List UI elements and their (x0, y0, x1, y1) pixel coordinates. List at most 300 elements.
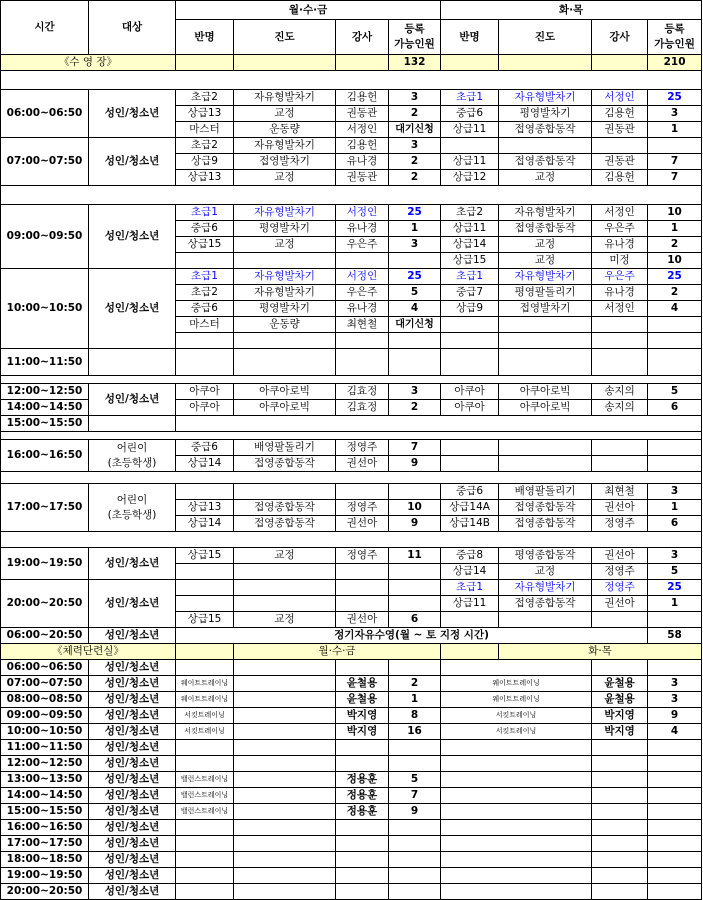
time-slot: 06:00~06:50 (1, 660, 89, 676)
cell-teacher-mwf: 유나경 (336, 301, 389, 317)
cell-capacity-mwf (389, 564, 441, 580)
time-slot: 13:00~13:50 (1, 772, 89, 788)
time-slot: 17:00~17:50 (1, 484, 89, 532)
time-slot: 07:00~07:50 (1, 138, 89, 186)
cell-capacity-tt: 3 (648, 484, 702, 500)
cell-capacity-mwf (389, 253, 441, 269)
gym-teacher-mwf: 정용훈 (336, 804, 389, 820)
cell-teacher-mwf: 서정인 (336, 269, 389, 285)
cell-capacity-mwf: 2 (389, 170, 441, 186)
target: 성인/청소년 (89, 852, 176, 868)
gym-class-mwf (176, 660, 234, 676)
time-slot: 16:00~16:50 (1, 820, 89, 836)
cell-capacity-tt: 3 (648, 106, 702, 122)
cell-class-tt: 중급6 (441, 106, 499, 122)
cell-class-tt: 상급9 (441, 301, 499, 317)
cell-teacher-tt: 김용헌 (592, 170, 648, 186)
gym-capacity-tt (648, 772, 702, 788)
cell-teacher-mwf (336, 484, 389, 500)
header-mwf: 월·수·금 (176, 1, 441, 20)
time-slot: 06:00~06:50 (1, 90, 89, 138)
cell-progress-tt: 접영종합동작 (499, 516, 592, 532)
cell-class-tt (441, 440, 499, 456)
target: 성인/청소년 (89, 384, 176, 416)
cell-class-mwf: 상급14 (176, 516, 234, 532)
cell-capacity-tt: 7 (648, 154, 702, 170)
cell-capacity-tt: 2 (648, 237, 702, 253)
gym-capacity-tt: 3 (648, 676, 702, 692)
header-class-tt: 반명 (441, 20, 499, 55)
target: 성인/청소년 (89, 740, 176, 756)
cell-class-tt: 상급14 (441, 237, 499, 253)
cell-progress-mwf: 자유형발차기 (234, 138, 336, 154)
cell-capacity-tt: 10 (648, 205, 702, 221)
cell-progress-mwf: 교정 (234, 170, 336, 186)
cell-teacher-tt: 서정인 (592, 301, 648, 317)
gym-class-mwf: 서킷트레이닝 (176, 708, 234, 724)
cell-teacher-tt: 유나경 (592, 237, 648, 253)
time-slot: 11:00~11:50 (1, 740, 89, 756)
cell-class-mwf: 상급13 (176, 170, 234, 186)
cell-capacity-mwf: 25 (389, 205, 441, 221)
cell-progress-tt (499, 317, 592, 333)
cell-teacher-tt: 정영주 (592, 516, 648, 532)
cell-capacity-mwf (389, 580, 441, 596)
cell-class-mwf: 초급2 (176, 285, 234, 301)
cell-teacher-tt (592, 612, 648, 628)
cell-class-mwf: 상급15 (176, 612, 234, 628)
gym-teacher-tt (592, 788, 648, 804)
cell-teacher-mwf: 서정인 (336, 205, 389, 221)
cell-capacity-tt: 1 (648, 122, 702, 138)
target: 성인/청소년 (89, 788, 176, 804)
gym-class-tt: 서킷트레이닝 (441, 708, 592, 724)
gym-teacher-tt: 박지영 (592, 724, 648, 740)
gym-section-label: 《체력단련실》 (1, 644, 176, 660)
cell-capacity-mwf: 3 (389, 384, 441, 400)
cell-progress-tt (499, 138, 592, 154)
cell-class-tt: 초급1 (441, 580, 499, 596)
cell-progress-mwf (234, 564, 336, 580)
time-slot: 20:00~20:50 (1, 884, 89, 900)
cell-capacity-tt: 25 (648, 580, 702, 596)
time-slot: 19:00~19:50 (1, 868, 89, 884)
cell-class-tt (441, 317, 499, 333)
time-slot: 17:00~17:50 (1, 836, 89, 852)
time-slot: 20:00~20:50 (1, 580, 89, 628)
cell-teacher-tt: 정영주 (592, 564, 648, 580)
gym-tt: 화·목 (499, 644, 702, 660)
cell-class-mwf (176, 564, 234, 580)
gym-teacher-tt (592, 660, 648, 676)
cell-teacher-tt: 권선아 (592, 548, 648, 564)
time-slot: 09:00~09:50 (1, 708, 89, 724)
cell-class-tt: 아쿠아 (441, 384, 499, 400)
gym-capacity-mwf: 9 (389, 804, 441, 820)
cell-class-tt: 중급6 (441, 484, 499, 500)
cell-progress-mwf (234, 253, 336, 269)
cell-progress-tt: 자유형발차기 (499, 205, 592, 221)
pool-section-label: 《수 영 장》 (1, 55, 176, 71)
cell-capacity-tt: 25 (648, 269, 702, 285)
cell-teacher-mwf: 권동관 (336, 106, 389, 122)
cell-teacher-mwf (336, 253, 389, 269)
target: 성인/청소년 (89, 676, 176, 692)
gym-class-mwf: 웨이트트레이닝 (176, 692, 234, 708)
cell-progress-tt: 접영종합동작 (499, 500, 592, 516)
cell-teacher-mwf: 유나경 (336, 221, 389, 237)
cell-teacher-mwf: 유나경 (336, 154, 389, 170)
cell-teacher-mwf: 우은주 (336, 237, 389, 253)
free-swim-capacity: 58 (648, 628, 702, 644)
cell-teacher-mwf: 정영주 (336, 440, 389, 456)
cell-class-tt: 상급14 (441, 564, 499, 580)
cell-progress-mwf: 접영종합동작 (234, 516, 336, 532)
cell-teacher-mwf: 권선아 (336, 456, 389, 472)
target: 성인/청소년 (89, 269, 176, 349)
cell-teacher-mwf (336, 580, 389, 596)
pool-tt-total: 210 (648, 55, 702, 71)
cell-teacher-tt: 우은주 (592, 221, 648, 237)
cell-progress-mwf: 평영발차기 (234, 221, 336, 237)
cell-progress-tt: 평영발차기 (499, 106, 592, 122)
cell-capacity-mwf: 10 (389, 500, 441, 516)
gym-class-tt (441, 772, 592, 788)
target: 성인/청소년 (89, 692, 176, 708)
gym-class-mwf: 밸런스트레이닝 (176, 804, 234, 820)
time-slot: 10:00~10:50 (1, 269, 89, 349)
gym-capacity-mwf: 2 (389, 676, 441, 692)
header-capacity-tt: 등록 가능인원 (648, 20, 702, 55)
cell-progress-tt (499, 440, 592, 456)
cell-capacity-tt (648, 456, 702, 472)
time-slot: 15:00~15:50 (1, 804, 89, 820)
time-slot: 11:00~11:50 (1, 349, 89, 376)
cell-capacity-tt: 4 (648, 301, 702, 317)
cell-capacity-mwf: 2 (389, 400, 441, 416)
target: 성인/청소년 (89, 628, 176, 644)
cell-class-tt (441, 612, 499, 628)
header-target: 대상 (89, 1, 176, 55)
cell-class-mwf (176, 580, 234, 596)
cell-teacher-mwf (336, 564, 389, 580)
time-slot: 14:00~14:50 (1, 400, 89, 416)
cell-capacity-mwf: 2 (389, 154, 441, 170)
target: 어린이 (초등학생) (89, 484, 176, 532)
target: 성인/청소년 (89, 580, 176, 628)
gym-capacity-mwf: 16 (389, 724, 441, 740)
cell-capacity-mwf: 9 (389, 456, 441, 472)
gym-teacher-mwf (336, 660, 389, 676)
cell-class-mwf: 아쿠아 (176, 384, 234, 400)
gym-class-tt: 서킷트레이닝 (441, 724, 592, 740)
cell-capacity-tt (648, 138, 702, 154)
gym-capacity-mwf: 7 (389, 788, 441, 804)
cell-progress-mwf: 교정 (234, 237, 336, 253)
cell-capacity-mwf: 3 (389, 138, 441, 154)
cell-class-tt (441, 138, 499, 154)
header-teacher-mwf: 강사 (336, 20, 389, 55)
cell-class-tt: 중급8 (441, 548, 499, 564)
cell-teacher-tt: 권동관 (592, 154, 648, 170)
cell-progress-mwf: 교정 (234, 106, 336, 122)
header-tt: 화·목 (441, 1, 702, 20)
cell-capacity-mwf: 7 (389, 440, 441, 456)
cell-progress-mwf: 자유형발차기 (234, 205, 336, 221)
target: 어린이 (초등학생) (89, 440, 176, 472)
cell-teacher-tt (592, 440, 648, 456)
cell-capacity-tt: 6 (648, 516, 702, 532)
cell-progress-mwf: 운동량 (234, 317, 336, 333)
cell-teacher-mwf: 김효정 (336, 400, 389, 416)
cell-capacity-tt: 5 (648, 384, 702, 400)
time-slot: 08:00~08:50 (1, 692, 89, 708)
cell-progress-tt: 배영팔돌리기 (499, 484, 592, 500)
gym-capacity-mwf: 5 (389, 772, 441, 788)
cell-teacher-tt: 송지의 (592, 400, 648, 416)
target: 성인/청소년 (89, 868, 176, 884)
gym-teacher-mwf: 박지영 (336, 724, 389, 740)
cell-progress-mwf: 운동량 (234, 122, 336, 138)
cell-progress-tt: 접영종합동작 (499, 154, 592, 170)
cell-capacity-mwf: 9 (389, 516, 441, 532)
cell-class-mwf: 상급13 (176, 106, 234, 122)
cell-teacher-mwf: 정영주 (336, 500, 389, 516)
time-slot: 14:00~14:50 (1, 788, 89, 804)
gym-capacity-tt: 4 (648, 724, 702, 740)
target: 성인/청소년 (89, 804, 176, 820)
time-slot: 12:00~12:50 (1, 756, 89, 772)
gym-capacity-mwf: 1 (389, 692, 441, 708)
cell-progress-mwf (234, 484, 336, 500)
cell-progress-tt: 접영종합동작 (499, 122, 592, 138)
cell-teacher-mwf: 김효정 (336, 384, 389, 400)
cell-progress-tt: 자유형발차기 (499, 269, 592, 285)
target: 성인/청소년 (89, 836, 176, 852)
cell-class-mwf: 마스터 (176, 317, 234, 333)
cell-capacity-tt: 1 (648, 596, 702, 612)
time-slot: 18:00~18:50 (1, 852, 89, 868)
cell-teacher-tt: 권선아 (592, 500, 648, 516)
gym-capacity-tt (648, 804, 702, 820)
cell-teacher-mwf: 서정인 (336, 122, 389, 138)
cell-teacher-mwf: 권동관 (336, 170, 389, 186)
gym-capacity-tt (648, 788, 702, 804)
cell-class-mwf: 상급15 (176, 548, 234, 564)
cell-teacher-mwf: 우은주 (336, 285, 389, 301)
cell-capacity-tt: 2 (648, 285, 702, 301)
time-slot: 19:00~19:50 (1, 548, 89, 580)
cell-class-mwf: 상급14 (176, 456, 234, 472)
cell-capacity-mwf: 1 (389, 221, 441, 237)
cell-progress-tt: 교정 (499, 170, 592, 186)
cell-progress-mwf: 접영종합동작 (234, 456, 336, 472)
cell-teacher-tt: 서정인 (592, 205, 648, 221)
cell-class-tt: 상급14B (441, 516, 499, 532)
gym-capacity-tt: 9 (648, 708, 702, 724)
cell-teacher-tt: 김용헌 (592, 106, 648, 122)
target: 성인/청소년 (89, 884, 176, 900)
cell-progress-tt: 교정 (499, 564, 592, 580)
cell-teacher-tt: 권동관 (592, 122, 648, 138)
cell-progress-tt: 접영발차기 (499, 301, 592, 317)
cell-progress-mwf: 자유형발차기 (234, 269, 336, 285)
target: 성인/청소년 (89, 660, 176, 676)
header-progress-mwf: 진도 (234, 20, 336, 55)
cell-capacity-mwf: 대기신청 (389, 317, 441, 333)
cell-capacity-tt (648, 317, 702, 333)
cell-capacity-tt: 1 (648, 221, 702, 237)
gym-teacher-tt: 박지영 (592, 708, 648, 724)
gym-teacher-mwf: 윤철용 (336, 692, 389, 708)
cell-class-tt: 상급14A (441, 500, 499, 516)
cell-capacity-tt: 6 (648, 400, 702, 416)
gym-class-tt (441, 660, 592, 676)
cell-capacity-mwf: 대기신청 (389, 122, 441, 138)
pool-mwf-total: 132 (389, 55, 441, 71)
cell-teacher-mwf: 김용헌 (336, 138, 389, 154)
gym-teacher-tt: 윤철용 (592, 676, 648, 692)
cell-progress-tt: 교정 (499, 253, 592, 269)
cell-class-mwf: 상급15 (176, 237, 234, 253)
cell-class-tt: 상급11 (441, 221, 499, 237)
cell-teacher-tt: 최현철 (592, 484, 648, 500)
cell-class-tt: 상급11 (441, 122, 499, 138)
time-slot: 07:00~07:50 (1, 676, 89, 692)
gym-class-mwf: 웨이트트레이닝 (176, 676, 234, 692)
cell-progress-tt: 접영종합동작 (499, 596, 592, 612)
cell-teacher-mwf: 정영주 (336, 548, 389, 564)
cell-progress-tt (499, 612, 592, 628)
cell-class-mwf: 상급13 (176, 500, 234, 516)
cell-class-tt: 상급12 (441, 170, 499, 186)
cell-progress-tt: 교정 (499, 237, 592, 253)
cell-capacity-tt (648, 612, 702, 628)
free-swim-label: 정기자유수영(월 ~ 토 지정 시간) (176, 628, 648, 644)
target: 성인/청소년 (89, 548, 176, 580)
cell-capacity-mwf: 2 (389, 106, 441, 122)
cell-class-mwf: 중급6 (176, 221, 234, 237)
time-slot: 12:00~12:50 (1, 384, 89, 400)
cell-class-mwf: 초급2 (176, 138, 234, 154)
gym-teacher-mwf: 윤철용 (336, 676, 389, 692)
cell-class-mwf: 초급1 (176, 205, 234, 221)
cell-class-mwf: 중급6 (176, 440, 234, 456)
cell-capacity-mwf (389, 484, 441, 500)
cell-capacity-mwf: 6 (389, 612, 441, 628)
cell-capacity-mwf: 5 (389, 285, 441, 301)
cell-class-mwf (176, 596, 234, 612)
cell-capacity-tt: 3 (648, 548, 702, 564)
gym-teacher-mwf: 정용훈 (336, 788, 389, 804)
cell-progress-tt (499, 456, 592, 472)
cell-progress-tt: 자유형발차기 (499, 580, 592, 596)
time-slot: 09:00~09:50 (1, 205, 89, 269)
target: 성인/청소년 (89, 708, 176, 724)
time-slot: 10:00~10:50 (1, 724, 89, 740)
cell-progress-mwf: 배영팔돌리기 (234, 440, 336, 456)
cell-class-mwf: 초급2 (176, 90, 234, 106)
gym-teacher-tt (592, 772, 648, 788)
gym-capacity-mwf: 8 (389, 708, 441, 724)
cell-class-tt: 초급1 (441, 90, 499, 106)
cell-class-tt: 상급11 (441, 154, 499, 170)
cell-progress-mwf: 아쿠아로빅 (234, 384, 336, 400)
gym-class-mwf: 서킷트레이닝 (176, 724, 234, 740)
cell-teacher-tt: 유나경 (592, 285, 648, 301)
gym-capacity-mwf (389, 660, 441, 676)
cell-teacher-mwf: 권선아 (336, 516, 389, 532)
cell-capacity-mwf: 4 (389, 301, 441, 317)
target: 성인/청소년 (89, 724, 176, 740)
cell-capacity-tt: 10 (648, 253, 702, 269)
header-progress-tt: 진도 (499, 20, 592, 55)
cell-capacity-tt: 25 (648, 90, 702, 106)
cell-capacity-mwf: 3 (389, 90, 441, 106)
cell-progress-mwf: 평영발차기 (234, 301, 336, 317)
cell-class-tt: 초급1 (441, 269, 499, 285)
cell-teacher-mwf: 최현철 (336, 317, 389, 333)
cell-progress-tt: 평영종합동작 (499, 548, 592, 564)
cell-teacher-mwf: 김용헌 (336, 90, 389, 106)
cell-teacher-tt: 권선아 (592, 596, 648, 612)
cell-progress-tt: 아쿠아로빅 (499, 384, 592, 400)
cell-teacher-tt: 서정인 (592, 90, 648, 106)
cell-class-mwf: 마스터 (176, 122, 234, 138)
header-class-mwf: 반명 (176, 20, 234, 55)
gym-teacher-tt (592, 804, 648, 820)
cell-teacher-tt (592, 138, 648, 154)
cell-class-mwf: 상급9 (176, 154, 234, 170)
gym-teacher-mwf: 정용훈 (336, 772, 389, 788)
cell-progress-mwf: 자유형발차기 (234, 90, 336, 106)
cell-class-tt: 중급7 (441, 285, 499, 301)
gym-capacity-tt (648, 660, 702, 676)
cell-progress-mwf: 교정 (234, 548, 336, 564)
cell-progress-mwf: 접영종합동작 (234, 500, 336, 516)
cell-capacity-mwf: 25 (389, 269, 441, 285)
cell-progress-mwf (234, 580, 336, 596)
gym-class-mwf: 밸런스트레이닝 (176, 788, 234, 804)
cell-teacher-mwf (336, 596, 389, 612)
gym-class-tt (441, 804, 592, 820)
cell-capacity-mwf: 3 (389, 237, 441, 253)
cell-teacher-tt: 송지의 (592, 384, 648, 400)
cell-teacher-tt: 우은주 (592, 269, 648, 285)
cell-progress-mwf: 아쿠아로빅 (234, 400, 336, 416)
cell-teacher-tt: 미정 (592, 253, 648, 269)
cell-progress-mwf: 접영발차기 (234, 154, 336, 170)
gym-capacity-tt: 3 (648, 692, 702, 708)
gym-mwf: 월·수·금 (234, 644, 441, 660)
header-capacity-mwf: 등록 가능인원 (389, 20, 441, 55)
time-slot: 16:00~16:50 (1, 440, 89, 472)
header-time: 시간 (1, 1, 89, 55)
cell-teacher-tt (592, 317, 648, 333)
gym-class-tt: 웨이트트레이닝 (441, 676, 592, 692)
cell-class-tt: 초급2 (441, 205, 499, 221)
cell-progress-tt: 평영팔돌리기 (499, 285, 592, 301)
cell-progress-mwf (234, 596, 336, 612)
cell-progress-tt: 아쿠아로빅 (499, 400, 592, 416)
gym-class-tt: 웨이트트레이닝 (441, 692, 592, 708)
target: 성인/청소년 (89, 90, 176, 138)
cell-class-tt: 상급15 (441, 253, 499, 269)
cell-class-mwf: 초급1 (176, 269, 234, 285)
target: 성인/청소년 (89, 772, 176, 788)
cell-class-tt: 아쿠아 (441, 400, 499, 416)
header-teacher-tt: 강사 (592, 20, 648, 55)
